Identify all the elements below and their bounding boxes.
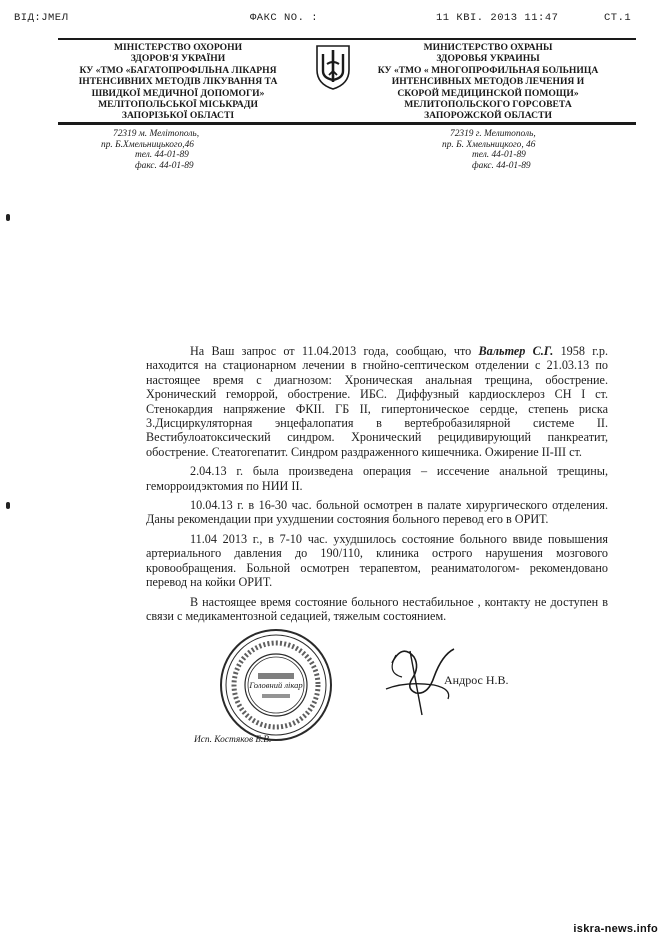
- letterhead-ukrainian: [66, 42, 290, 122]
- letterhead-line: ЗАПОРІЗЬКОЇ ОБЛАСТІ: [121, 110, 235, 122]
- letterhead-line: МИНИСТЕРСТВО ОХРАНЫ: [423, 42, 553, 53]
- fax-page-number: СТ.1: [604, 12, 632, 24]
- fax-header: [14, 12, 650, 28]
- address-line: пр. Б.Хмельницького,46: [101, 139, 194, 150]
- letterhead-line: КУ «ТМО «БАГАТОПРОФІЛЬНА ЛІКАРНЯ: [79, 64, 277, 76]
- address-line: 72319 м. Мелітополь,: [113, 129, 200, 139]
- body-paragraph: 2.04.13 г. была произведена операция – иссечение анальной трещины, геморроидэктомия по НИИ II.: [146, 464, 608, 493]
- signer-name: Андрос Н.В.: [444, 673, 509, 687]
- letter-body: [146, 344, 608, 628]
- official-stamp: [218, 627, 334, 743]
- punch-hole-mark: [6, 214, 10, 221]
- letterhead-line: ИНТЕНСИВНЫХ МЕТОДОВ ЛЕЧЕНИЯ И: [391, 76, 585, 88]
- body-paragraph: [146, 344, 608, 459]
- executor-note: Исп. Костяков Б.В.: [194, 735, 272, 745]
- letterhead-line: МЕЛИТОПОЛЬСКОГО ГОРСОВЕТА: [404, 99, 572, 111]
- letterhead-bottom-rule: [58, 122, 636, 125]
- fax-number-label: ФАКС NO. :: [250, 12, 319, 24]
- address-russian: [442, 129, 536, 171]
- address-fax: факс. 44-01-89: [135, 160, 194, 171]
- letterhead-line: СКОРОЙ МЕДИЦИНСКОЙ ПОМОЩИ»: [397, 87, 579, 99]
- letterhead-line: ЗДОРОВЬЯ УКРАИНЫ: [436, 53, 540, 65]
- address-fax: факс. 44-01-89: [472, 160, 531, 171]
- letterhead-russian: [368, 42, 608, 122]
- body-paragraph: 10.04.13 г. в 16-30 час. больной осмотрен в палате хирургического отделения. Даны рекомендации при ухудшении состояния больного перевод его в ОРИТ.: [146, 498, 608, 527]
- letterhead-line: ЗДОРОВ'Я УКРАЇНИ: [130, 53, 226, 65]
- punch-hole-mark: [6, 502, 10, 509]
- letterhead-line: КУ «ТМО « МНОГОПРОФИЛЬНАЯ БОЛЬНИЦА: [377, 64, 599, 76]
- letterhead-line: МЕЛІТОПОЛЬСЬКОЇ МІСЬКРАДИ: [98, 99, 258, 111]
- fax-from: ВІД:ЈМЕЛ: [14, 12, 69, 24]
- address-line: 72319 г. Мелитополь,: [450, 129, 536, 139]
- trident-coat-of-arms-icon: [314, 44, 352, 90]
- site-watermark: iskra-news.info: [573, 923, 658, 935]
- letterhead-line: ЗАПОРОЖСКОЙ ОБЛАСТИ: [424, 110, 552, 122]
- address-phone: тел. 44-01-89: [472, 150, 526, 161]
- fax-date-time: 11 КВІ. 2013 11:47: [436, 12, 559, 24]
- body-text: На Ваш запрос от 11.04.2013 года, сообщаю, что: [190, 344, 479, 358]
- patient-name: Вальтер С.Г.: [478, 344, 554, 358]
- letterhead-line: ІНТЕНСИВНИХ МЕТОДІВ ЛІКУВАННЯ ТА: [78, 76, 278, 88]
- address-line: пр. Б. Хмельницкого, 46: [442, 139, 536, 150]
- address-phone: тел. 44-01-89: [135, 150, 189, 161]
- body-text: 1958 г.р. находится на стационарном лечении в гнойно-септическом отделении с 21.03.13 по настоящее время с диагнозом: Хроническая анальная трещина, обострение. Хронический геморрой, обострение. ИБС. Диффузный кардиосклероз СН I ст. Стенокардия напряжение ФКII. ГБ II, гипертоническое сердце, степень риска 3.Дисциркуляторная энцефалопатия в вертебробазилярной системе II. Вестибулоатоксический синдром. Хронический рецидивирующий панкреатит, обострение. Стеатогепатит. Синдром раздраженного кишечника. Ожирение II-III ст.: [146, 344, 609, 459]
- body-paragraph: В настоящее время состояние больного нестабильное , контакту не доступен в связи с медикаментозной седацией, тяжелым состоянием.: [146, 594, 608, 623]
- body-paragraph: 11.04 2013 г., в 7-10 час. ухудшилось состояние больного ввиде повышения артериального давления до 190/110, клиника острого нарушения мозгового кровообращения. Больной осмотрен терапевтом, реаниматологом- рекомендовано перевод на койки ОРИТ.: [146, 531, 608, 590]
- letterhead-line: ШВИДКОЇ МЕДИЧНОЇ ДОПОМОГИ»: [91, 87, 265, 99]
- stamp-role-text: Головний лікар: [249, 680, 303, 690]
- address-ukrainian: [101, 129, 200, 171]
- signature-area: [200, 625, 560, 775]
- letterhead-line: МІНІСТЕРСТВО ОХОРОНИ: [113, 42, 243, 53]
- letterhead-top-rule: [58, 38, 636, 40]
